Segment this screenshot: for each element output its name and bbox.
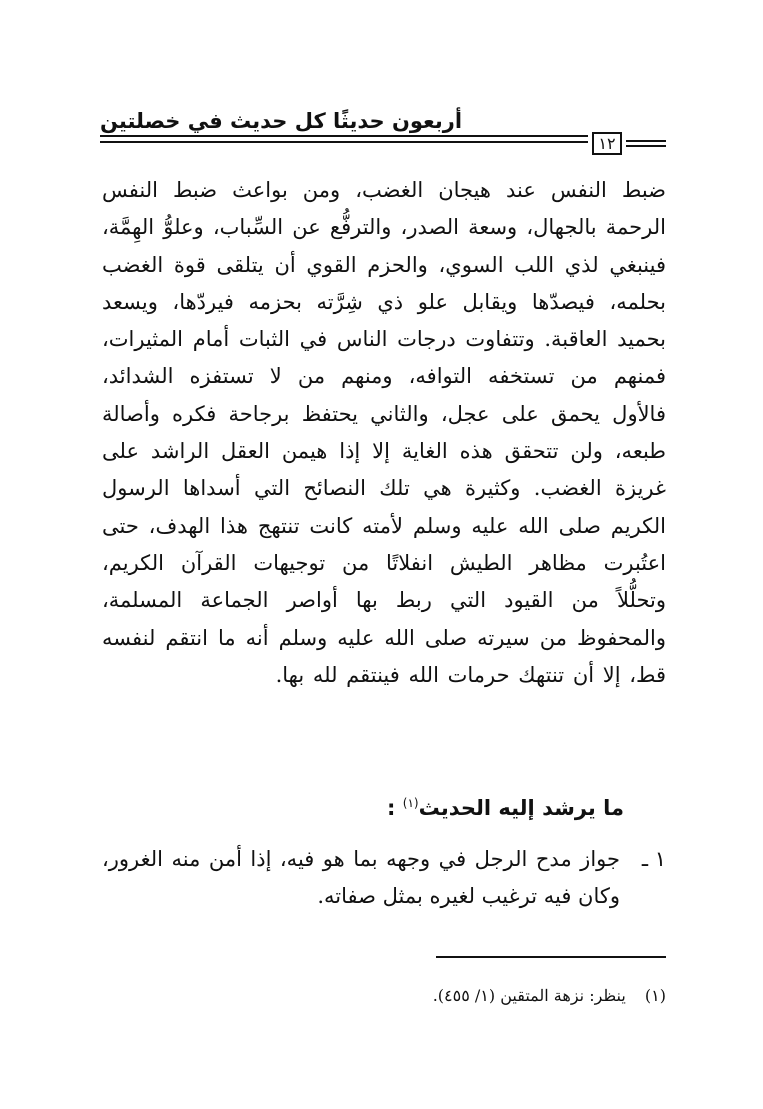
list-item-number: ١ ـ: [641, 847, 666, 871]
header-rule-lower: [100, 141, 588, 143]
header-rule-right-upper: [626, 140, 666, 142]
section-heading-colon: :: [387, 796, 396, 820]
running-title: أربعون حديثًا كل حديث في خصلتين: [100, 109, 463, 133]
footnote-separator: [436, 956, 666, 958]
section-heading: [102, 783, 624, 828]
footnote: [102, 984, 666, 1008]
header-rule-right-lower: [626, 145, 666, 147]
benefits-list: [102, 841, 666, 915]
page-number: ١٢: [592, 132, 622, 155]
list-item-text: جواز مدح الرجل في وجهه بما هو فيه، إذا أمن منه الغرور، وكان فيه ترغيب لغيره بمثل صفاته.: [102, 847, 620, 908]
footnote-mark: (١): [644, 986, 666, 1005]
section-heading-text: ما يرشد إليه الحديث: [418, 796, 624, 820]
footnote-reference: (١): [402, 796, 419, 810]
list-item: [102, 841, 666, 915]
header-rule-upper: [100, 135, 588, 137]
body-text: [102, 172, 666, 694]
body-paragraph: ضبط النفس عند هيجان الغضب، ومن بواعث ضبط النفس الرحمة بالجهال، وسعة الصدر، والترفُّع عن السِّباب، وعلوُّ الهِمَّة، فينبغي لذي اللب السوي، والحزم القوي أن يتلقى قوة الغضب بحلمه، فيصدّها ويقابل علو ذي شِرَّته بحزمه فيردّها، ويسعد بحميد العاقبة. وتتفاوت درجات الناس في الثبات أمام المثيرات، فمنهم من تستخفه التوافه، ومنهم من لا تستفزه الشدائد، فالأول يحمق على عجل، والثاني يحتفظ برجاحة فكره وأصالة طبعه، ولن تتحقق هذه الغاية إلا إذا هيمن العقل الراشد على غريزة الغضب. وكثيرة هي تلك النصائح التي أسداها الرسول الكريم صلى الله عليه وسلم لأمته كانت تنتهج هذا الهدف، حتى اعتُبرت مظاهر الطيش انفلاتًا من توجيهات القرآن الكريم، وتحلُّلاً من القيود التي ربط بها أواصر الجماعة المسلمة، والمحفوظ من سيرته صلى الله عليه وسلم أنه ما انتقم لنفسه قط، إلا أن تنتهك حرمات الله فينتقم لله بها.: [102, 178, 666, 687]
footnote-text: ينظر: نزهة المتقين (١/ ٤٥٥).: [432, 986, 626, 1005]
